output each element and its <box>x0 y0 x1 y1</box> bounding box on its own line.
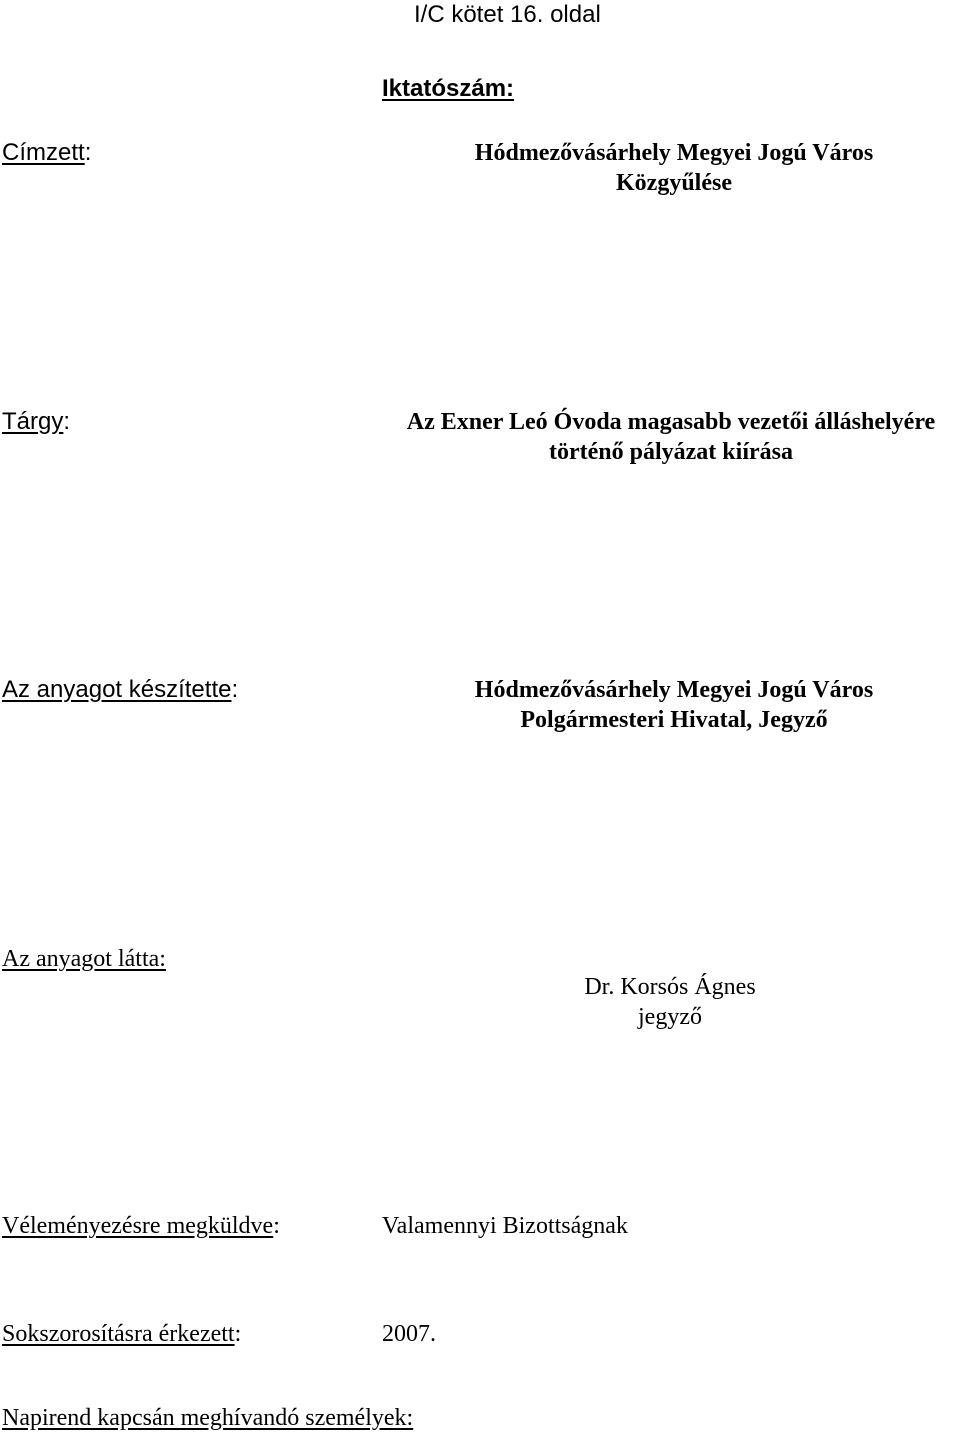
sokszorositas-value: 2007. <box>382 1321 436 1347</box>
velemenyezes-row-label <box>2 1211 280 1241</box>
keszitette-value-line2: Polgármesteri Hivatal, Jegyző <box>520 707 828 733</box>
targy-value-line1: Az Exner Leó Óvoda magasabb vezetői álláshelyére <box>406 409 936 435</box>
iktatoszam-label: Iktatószám: <box>382 75 515 102</box>
sokszorositas-label: Sokszorosításra érkezett <box>2 1321 235 1347</box>
napirend-label: Napirend kapcsán meghívandó személyek: <box>2 1405 414 1431</box>
targy-row-label <box>2 407 70 437</box>
velemenyezes-colon: : <box>273 1213 280 1239</box>
sokszorositas-colon: : <box>234 1321 242 1347</box>
keszitette-row-label <box>2 675 238 705</box>
velemenyezes-value: Valamennyi Bizottságnak <box>382 1213 628 1239</box>
keszitette-value-line1: Hódmezővásárhely Megyei Jogú Város <box>474 677 874 703</box>
latta-title: jegyző <box>638 1004 702 1030</box>
latta-name: Dr. Korsós Ágnes <box>584 974 756 1000</box>
page-label: I/C kötet 16. oldal <box>414 1 601 28</box>
keszitette-label: Az anyagot készítette <box>2 676 232 703</box>
cimzett-value-line2: Közgyűlése <box>616 170 732 196</box>
keszitette-value <box>420 675 928 735</box>
targy-colon: : <box>63 408 71 435</box>
cimzett-label: Címzett <box>2 139 85 166</box>
cimzett-value <box>420 138 928 198</box>
cimzett-row-label <box>2 138 91 168</box>
sokszorositas-row-label <box>2 1319 241 1349</box>
cimzett-value-line1: Hódmezővásárhely Megyei Jogú Város <box>474 140 874 166</box>
cimzett-colon: : <box>84 139 92 166</box>
latta-signatory <box>520 972 820 1032</box>
targy-label: Tárgy <box>2 408 64 435</box>
targy-value-line2: történő pályázat kiírása <box>549 439 793 465</box>
keszitette-colon: : <box>231 676 239 703</box>
latta-label: Az anyagot látta: <box>2 946 166 972</box>
velemenyezes-label: Véleményezésre megküldve <box>2 1213 274 1239</box>
targy-value <box>384 407 958 467</box>
